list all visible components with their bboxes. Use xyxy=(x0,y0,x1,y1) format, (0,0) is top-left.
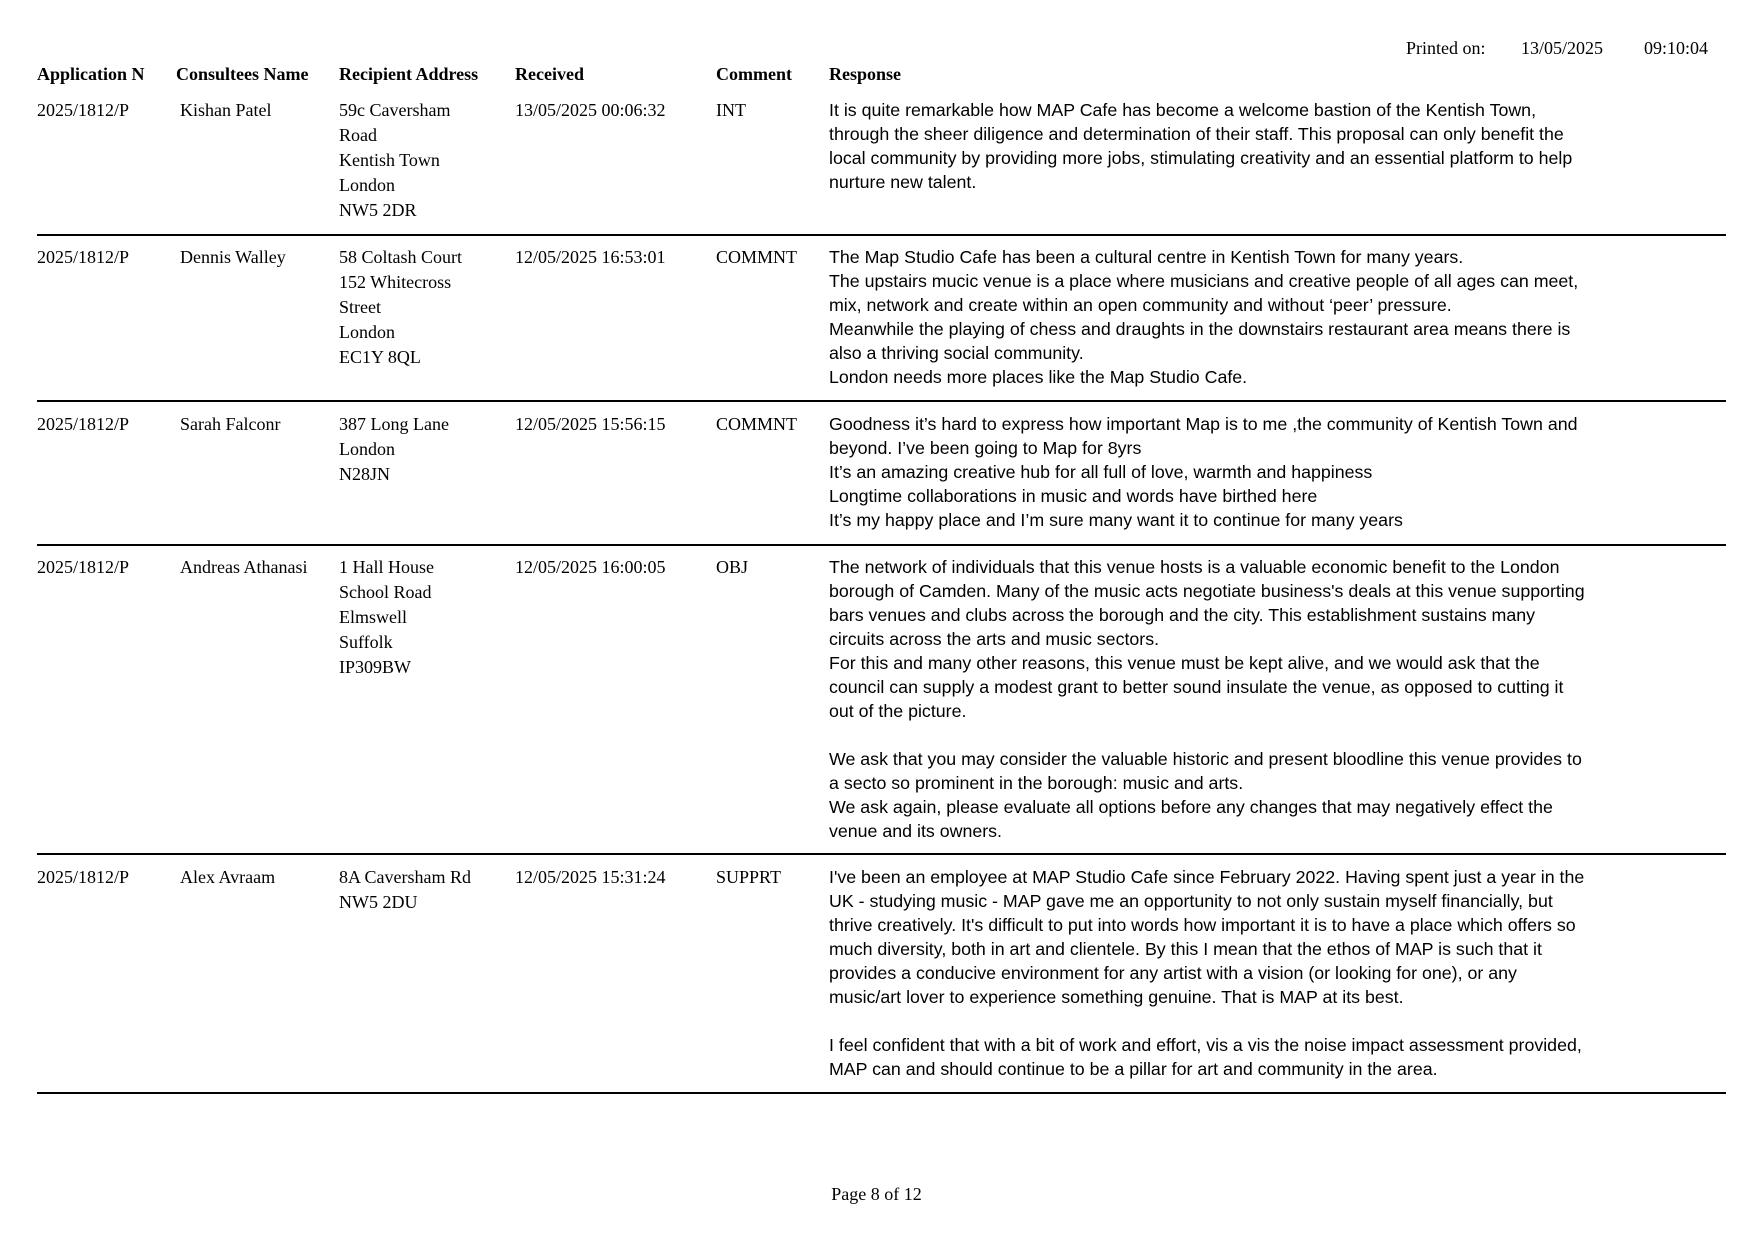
response-line: Meanwhile the playing of chess and draughts in the downstairs restaurant area means there is xyxy=(829,319,1571,339)
response-line: It is quite remarkable how MAP Cafe has become a welcome bastion of the Kentish Town, xyxy=(829,100,1537,120)
response-text xyxy=(829,555,1649,843)
response-paragraph xyxy=(829,865,1649,1009)
response-line: council can supply a modest grant to better sound insulate the venue, as opposed to cutting it xyxy=(829,677,1564,697)
address-line: Road xyxy=(339,125,377,145)
response-line: local community by providing more jobs, stimulating creativity and an essential platform to help xyxy=(829,148,1573,168)
row-divider xyxy=(37,853,1726,855)
response-line: The Map Studio Cafe has been a cultural centre in Kentish Town for many years. xyxy=(829,247,1464,267)
response-line: venue and its owners. xyxy=(829,821,1002,841)
address-line: EC1Y 8QL xyxy=(339,347,421,367)
response-line: It’s my happy place and I’m sure many want it to continue for many years xyxy=(829,510,1403,530)
header-address: Recipient Address xyxy=(339,64,479,84)
received-datetime: 12/05/2025 16:00:05 xyxy=(515,557,666,577)
response-line: borough of Camden. Many of the music acts negotiate business's deals at this venue supporting xyxy=(829,581,1585,601)
consultee-name: Alex Avraam xyxy=(180,867,276,887)
response-line: For this and many other reasons, this venue must be kept alive, and we would ask that the xyxy=(829,653,1540,673)
response-line: I feel confident that with a bit of work and effort, vis a vis the noise impact assessment provided, xyxy=(829,1035,1582,1055)
response-line: The network of individuals that this venue hosts is a valuable economic benefit to the London xyxy=(829,557,1560,577)
response-line: London needs more places like the Map Studio Cafe. xyxy=(829,367,1248,387)
address-line: 1 Hall House xyxy=(339,557,434,577)
address-line: NW5 2DR xyxy=(339,200,417,220)
header-comment: Comment xyxy=(716,64,792,84)
address-line: 59c Caversham xyxy=(339,100,451,120)
comment-type: COMMNT xyxy=(716,414,798,434)
address-line: NW5 2DU xyxy=(339,892,418,912)
response-line: circuits across the arts and music sectors. xyxy=(829,629,1160,649)
response-line: We ask again, please evaluate all options before any changes that may negatively effect the xyxy=(829,797,1553,817)
response-line: mix, network and create within an open community and without ‘peer’ pressure. xyxy=(829,295,1452,315)
response-paragraph xyxy=(829,98,1649,194)
response-line: It’s an amazing creative hub for all full of love, warmth and happiness xyxy=(829,462,1373,482)
response-line: bars venues and clubs across the borough and the city. This establishment sustains many xyxy=(829,605,1536,625)
response-line: out of the picture. xyxy=(829,701,967,721)
response-paragraph xyxy=(829,747,1649,843)
application-number: 2025/1812/P xyxy=(37,867,130,887)
header-received: Received xyxy=(515,64,584,84)
address-line: Street xyxy=(339,297,381,317)
row-divider xyxy=(37,1092,1726,1094)
response-paragraph xyxy=(829,555,1649,723)
address-line: Suffolk xyxy=(339,632,393,652)
printed-date: 13/05/2025 xyxy=(1521,38,1604,58)
response-paragraph xyxy=(829,1033,1649,1081)
response-line: I've been an employee at MAP Studio Cafe since February 2022. Having spent just a year in the xyxy=(829,867,1585,887)
response-line: UK - studying music - MAP gave me an opportunity to not only sustain myself financially, but xyxy=(829,891,1553,911)
response-line: also a thriving social community. xyxy=(829,343,1084,363)
response-paragraph xyxy=(829,245,1649,389)
recipient-address xyxy=(339,412,449,487)
row-divider xyxy=(37,234,1726,236)
address-line: Elmswell xyxy=(339,607,407,627)
address-line: Kentish Town xyxy=(339,150,440,170)
comment-type: SUPPRT xyxy=(716,867,781,887)
recipient-address xyxy=(339,865,471,915)
header-consultee: Consultees Name xyxy=(176,64,309,84)
header-response: Response xyxy=(829,64,902,84)
consultee-name: Sarah Falconr xyxy=(180,414,281,434)
consultee-name: Andreas Athanasi xyxy=(180,557,308,577)
response-line: We ask that you may consider the valuable historic and present bloodline this venue provides to xyxy=(829,749,1582,769)
response-line: The upstairs mucic venue is a place where musicians and creative people of all ages can meet, xyxy=(829,271,1579,291)
response-line: through the sheer diligence and determination of their staff. This proposal can only benefit the xyxy=(829,124,1564,144)
response-line: a secto so prominent in the borough: music and arts. xyxy=(829,773,1244,793)
response-paragraph xyxy=(829,412,1649,532)
application-number: 2025/1812/P xyxy=(37,100,130,120)
application-number: 2025/1812/P xyxy=(37,414,130,434)
recipient-address xyxy=(339,98,450,223)
response-text xyxy=(829,245,1649,389)
address-line: 58 Coltash Court xyxy=(339,247,463,267)
recipient-address xyxy=(339,245,462,370)
address-line: 8A Caversham Rd xyxy=(339,867,471,887)
response-line: Longtime collaborations in music and words have birthed here xyxy=(829,486,1318,506)
comment-type: OBJ xyxy=(716,557,749,577)
response-line: provides a conducive environment for any artist with a vision (or looking for one), or any xyxy=(829,963,1517,983)
printed-time: 09:10:04 xyxy=(1644,38,1709,58)
consultee-name: Dennis Walley xyxy=(180,247,286,267)
response-text xyxy=(829,865,1649,1081)
address-line: IP309BW xyxy=(339,657,411,677)
received-datetime: 13/05/2025 00:06:32 xyxy=(515,100,666,120)
received-datetime: 12/05/2025 16:53:01 xyxy=(515,247,666,267)
recipient-address xyxy=(339,555,434,680)
comment-type: COMMNT xyxy=(716,247,798,267)
address-line: 152 Whitecross xyxy=(339,272,452,292)
response-line: beyond. I’ve been going to Map for 8yrs xyxy=(829,438,1142,458)
address-line: London xyxy=(339,175,395,195)
address-line: School Road xyxy=(339,582,432,602)
address-line: N28JN xyxy=(339,464,391,484)
consultee-name: Kishan Patel xyxy=(180,100,272,120)
application-number: 2025/1812/P xyxy=(37,557,130,577)
response-line: thrive creatively. It's difficult to put into words how important it is to have a place which offers so xyxy=(829,915,1576,935)
response-line: music/art lover to experience something genuine. That is MAP at its best. xyxy=(829,987,1404,1007)
received-datetime: 12/05/2025 15:31:24 xyxy=(515,867,666,887)
response-text xyxy=(829,412,1649,532)
address-line: 387 Long Lane xyxy=(339,414,449,434)
response-line: MAP can and should continue to be a pillar for art and community in the area. xyxy=(829,1059,1438,1079)
response-line: nurture new talent. xyxy=(829,172,977,192)
response-text xyxy=(829,98,1649,194)
address-line: London xyxy=(339,322,395,342)
row-divider xyxy=(37,544,1726,546)
header-application: Application N xyxy=(37,64,145,84)
response-line: much diversity, both in art and clientele. By this I mean that the ethos of MAP is such that it xyxy=(829,939,1542,959)
comment-type: INT xyxy=(716,100,746,120)
page-number: Page 8 of 12 xyxy=(831,1184,922,1204)
application-number: 2025/1812/P xyxy=(37,247,130,267)
address-line: London xyxy=(339,439,395,459)
row-divider xyxy=(37,400,1726,402)
received-datetime: 12/05/2025 15:56:15 xyxy=(515,414,666,434)
response-line: Goodness it’s hard to express how important Map is to me ,the community of Kentish Town and xyxy=(829,414,1578,434)
printed-label: Printed on: xyxy=(1406,38,1486,58)
